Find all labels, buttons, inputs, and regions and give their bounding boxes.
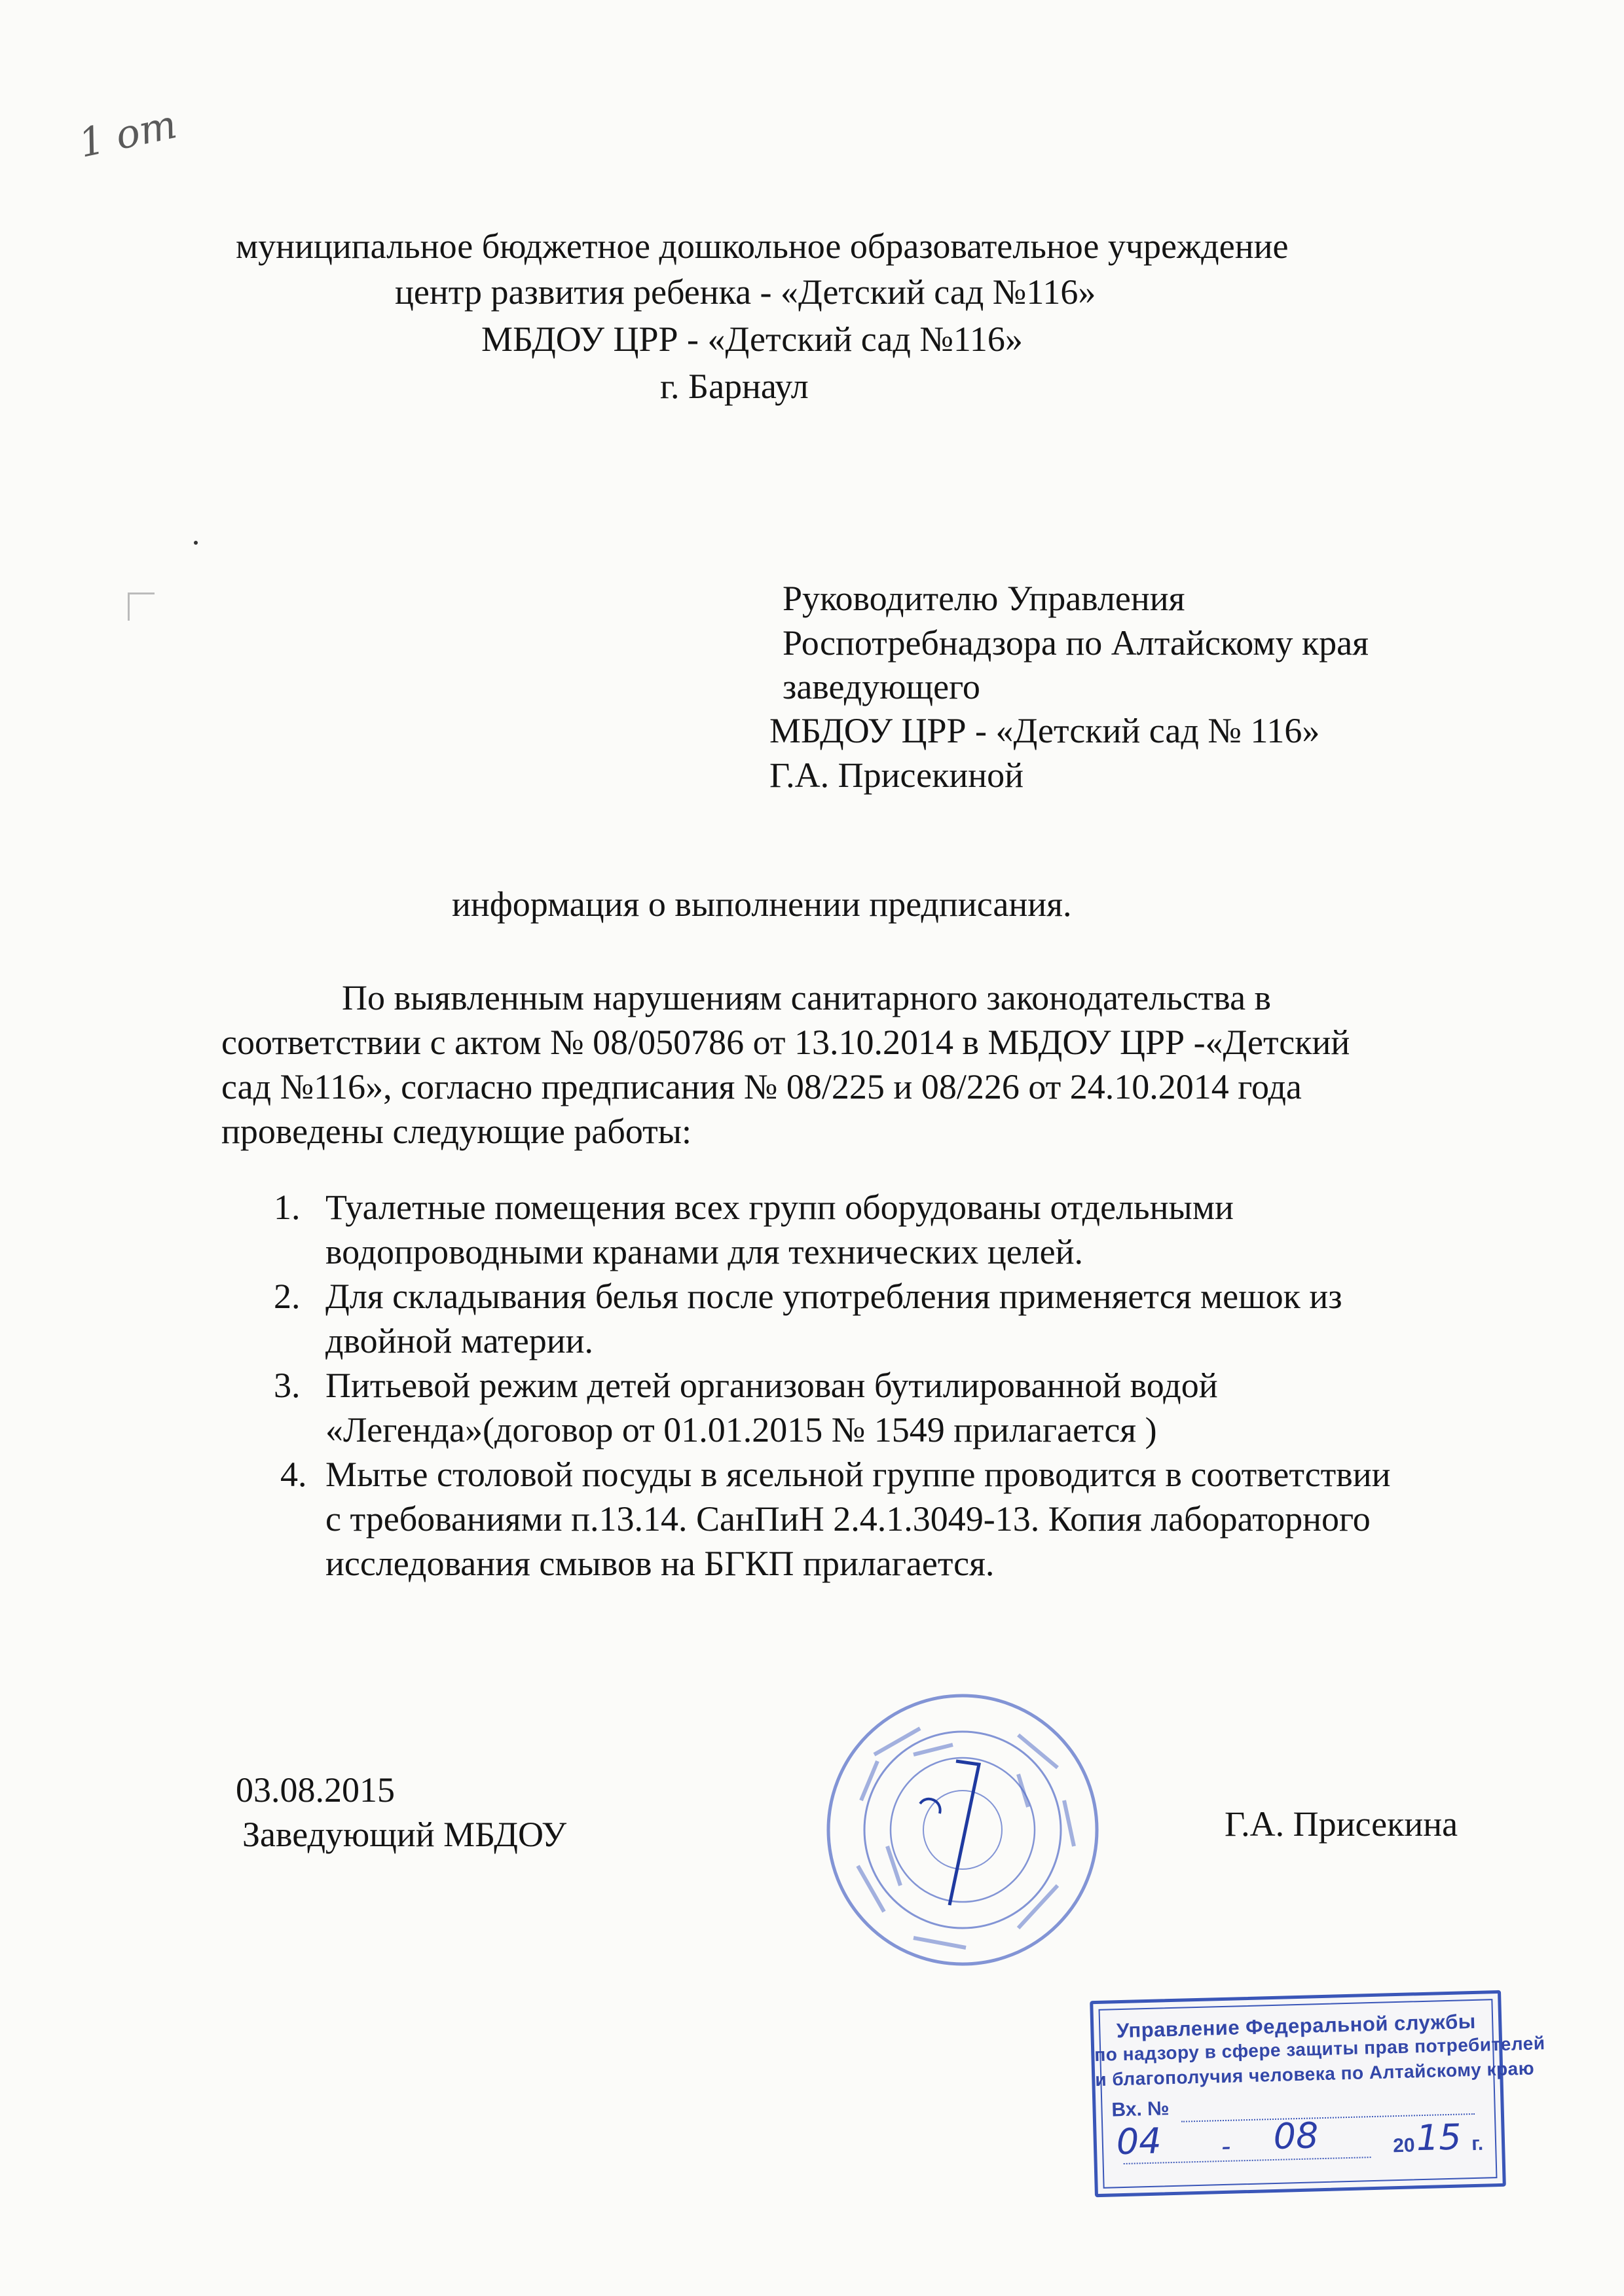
organization-seal	[822, 1689, 1103, 1971]
handwritten-separator: -	[1221, 2131, 1232, 2162]
list-item-1-number: 1.	[274, 1188, 301, 1227]
addressee-line-3: заведующего	[783, 667, 980, 706]
handwritten-month: 08	[1272, 2115, 1320, 2157]
list-item-3-number: 3.	[274, 1366, 301, 1405]
body-line-2: соответствии с актом № 08/050786 от 13.10.2014 в МБДОУ ЦРР -«Детский	[221, 1023, 1350, 1062]
header-line-4: г. Барнаул	[660, 367, 809, 406]
addressee-line-1: Руководителю Управления	[783, 579, 1185, 618]
receipt-stamp-line-1: Управление Федеральной службы	[1116, 2009, 1477, 2043]
addressee-line-5: Г.А. Присекиной	[769, 756, 1024, 795]
list-item-4-number: 4.	[280, 1455, 307, 1494]
receipt-year-prefix: 20	[1392, 2134, 1416, 2157]
receipt-year-suffix: г.	[1471, 2132, 1484, 2155]
list-item-1-line-1: Туалетные помещения всех групп оборудованы отдельными	[325, 1188, 1234, 1227]
header-line-1: муниципальное бюджетное дошкольное образовательное учреждение	[236, 227, 1289, 266]
document-title: информация о выполнении предписания.	[452, 884, 1072, 924]
signature-stroke	[950, 1761, 979, 1905]
handwritten-year: 15	[1416, 2116, 1462, 2159]
handwritten-day: 04	[1116, 2120, 1162, 2163]
receipt-stamp-line-3: и благополучия человека по Алтайскому краю	[1094, 2058, 1535, 2090]
list-item-4-line-2: с требованиями п.13.14. СанПиН 2.4.1.3049-13. Копия лабораторного	[325, 1499, 1371, 1539]
receipt-stamp-line-2: по надзору в сфере защиты прав потребителей	[1094, 2033, 1545, 2066]
signature-position: Заведующий МБДОУ	[242, 1815, 567, 1854]
scan-speck	[194, 541, 198, 545]
signature-date: 03.08.2015	[236, 1770, 395, 1810]
addressee-line-4: МБДОУ ЦРР - «Детский сад № 116»	[769, 711, 1320, 750]
list-item-1-line-2: водопроводными кранами для технических целей.	[325, 1232, 1084, 1271]
handwritten-mark: 1 от	[75, 101, 181, 167]
body-line-1: По выявленным нарушениям санитарного законодательства в	[342, 978, 1272, 1017]
body-line-4: проведены следующие работы:	[221, 1112, 692, 1151]
signature-name: Г.А. Присекина	[1225, 1804, 1458, 1844]
list-item-3-line-1: Питьевой режим детей организован бутилированной водой	[325, 1366, 1218, 1405]
list-item-4-line-3: исследования смывов на БГКП прилагается.	[325, 1544, 995, 1583]
addressee-line-2: Роспотребнадзора по Алтайскому края	[783, 623, 1369, 663]
scan-corner-mark	[128, 592, 155, 621]
list-item-2-number: 2.	[274, 1277, 301, 1316]
receipt-stamp-number-label: Вх. №	[1111, 2098, 1170, 2121]
list-item-2-line-1: Для складывания белья после употребления применяется мешок из	[325, 1277, 1342, 1316]
body-line-3: сад №116», согласно предписания № 08/225 и 08/226 от 24.10.2014 года	[221, 1067, 1302, 1106]
list-item-4-line-1: Мытье столовой посуды в ясельной группе проводится в соответствии	[325, 1455, 1391, 1494]
list-item-3-line-2: «Легенда»(договор от 01.01.2015 № 1549 прилагается )	[325, 1410, 1157, 1449]
header-line-3: МБДОУ ЦРР - «Детский сад №116»	[481, 319, 1023, 359]
list-item-2-line-2: двойной материи.	[325, 1321, 594, 1360]
header-line-2: центр развития ребенка - «Детский сад №116»	[395, 272, 1096, 312]
receipt-stamp	[1090, 1990, 1545, 2197]
